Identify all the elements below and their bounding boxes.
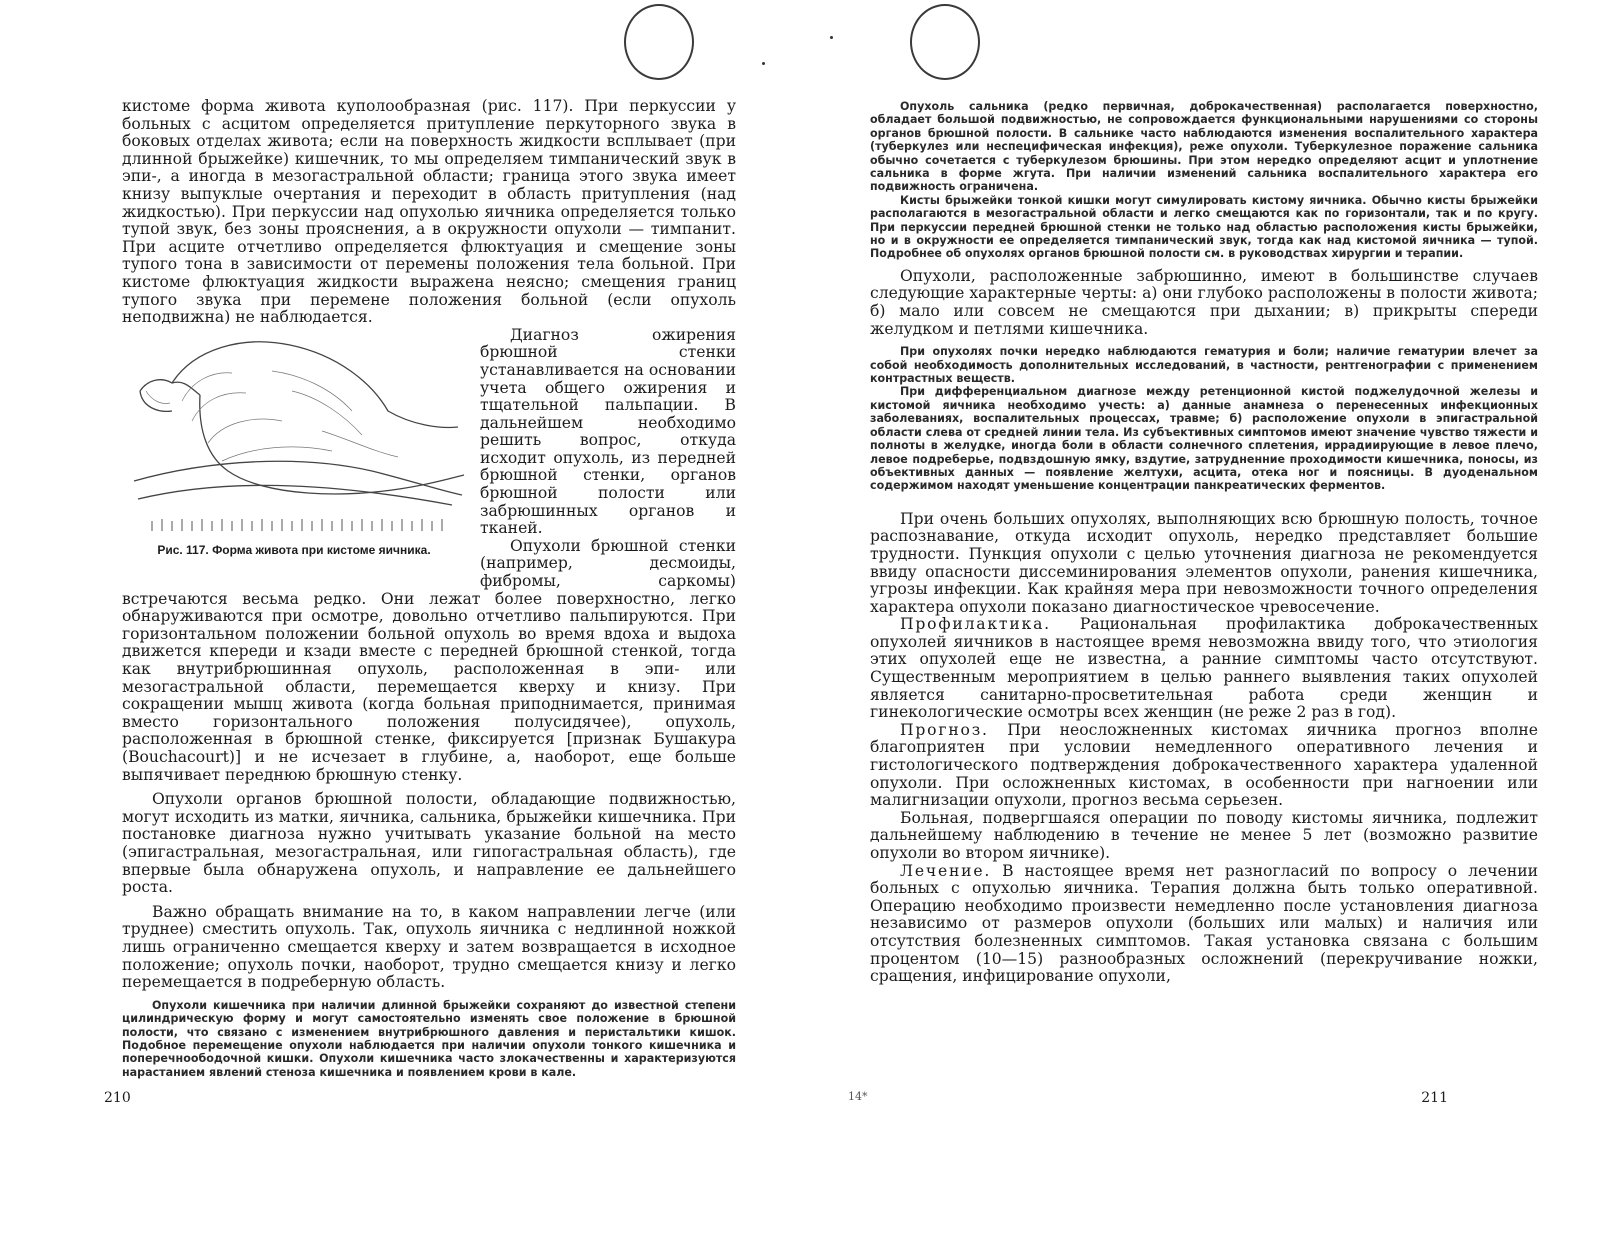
paragraph-treatment [870, 863, 1538, 986]
page-number: 210 [104, 1090, 131, 1106]
paragraph-displacement: Важно обращать внимание на то, в каком направлении легче (или труднее) сместить опухоль. Так, опухоль яичника с недлинной ножкой лишь ограниченно смещается кверху и затем возвращается в исходное положение; опухоль почки, наоборот, трудно смещается книзу и легко перемещается в подреберную область. [122, 902, 736, 992]
abdomen-illustration [122, 331, 466, 541]
note-omentum: Опухоль сальника (редко первичная, доброкачественная) располагается поверхностно, обладает большой подвижностью, не сопровождается функциональными нарушениями со стороны органов брюшной полости. В сальнике часто наблюдаются изменения воспалительного характера (туберкулез или неспецифическая инфекция), реже опухоли. Туберкулезное поражение сальника обычно сочетается с туберкулезом брюшины. При этом нередко определяют асцит и уплотнение сальника в форме жгута. При наличии изменений сальника воспалительного характера его подвижность ограничена. [870, 100, 1538, 194]
note-pancreatic-cyst: При дифференциальном диагнозе между ретенционной кистой поджелудочной железы и кистомой яичника необходимо учесть: а) данные анамнеза о перенесенных инфекционных заболеваниях, воспалительных процессах, травме; б) расположение опухоли в эпигастральной области слева от средней линии тела. Из субъективных симптомов имеют значение чувство тяжести и полноты в желудке, иногда боли в области солнечного сплетения, иррадиирующие в левое плечо, левое подреберье, подвздошную ямку, вздутие, затрудненние проходимости кишечника, поносы, из объективных данных — появление желтухи, асцита, отека ног и поясницы. В дуоденальном содержимом находят уменьшение концентрации панкреатических ферментов. [870, 385, 1538, 493]
note-intestinal-tumors: Опухоли кишечника при наличии длинной брыжейки сохраняют до известной степени цилиндрическую форму и могут самостоятельно изменять свое положение в брюшной полости, что связано с изменением внутрибрюшного давления и перистальтики кишок. Подобное перемещение опухоли наблюдается при наличии опухоли тонкого кишечника и поперечноободочной кишки. Опухоли кишечника часто злокачественны и характеризуются нарастанием явлений стеноза кишечника и появлением крови в кале. [122, 998, 736, 1079]
paragraph-wall-tumors: Опухоли брюшной стенки (например, десмоиды, фибромы, саркомы) встречаются весьма редко. Они лежат более поверхностно, легко обнаруживаются при осмотре, довольно отчетливо пальпируются. При горизонтальном положении больной опухоль во время вдоха и выдоха движется кпереди и кзади вместе с передней брюшной стенкой, тогда как внутрибрюшинная опухоль, расположенная в эпи- или мезогастральной области, перемещается кверху и книзу. При сокращении мышц живота (когда больная приподнимается, принимая вместо горизонтального положения полусидячее), опухоль, расположенная в брюшной стенке, фиксируется [признак Бушакура (Bouchacourt)] и не исчезает в глубине, а, наоборот, еще больше выпячивает переднюю брюшную стенку. [122, 536, 736, 784]
note-mesentery-cysts: Кисты брыжейки тонкой кишки могут симулировать кистому яичника. Обычно кисты брыжейки располагаются в мезогастральной области и легко смещаются как по горизонтали, так и по кругу. При перкуссии передней брюшной стенки не только над областью расположения кисты брыжейки, но и в окружности ее определяется тимпанический звук, тогда как над кистомой яичника — тупой. Подробнее об опухолях органов брюшной полости см. в руководствах хирургии и терапии. [870, 193, 1538, 261]
note-kidney-tumors: При опухолях почки нередко наблюдаются гематурия и боли; наличие гематурии влечет за собой необходимость дополнительных исследований, в частности, рентгенографии с применением контрастных веществ. [870, 345, 1538, 386]
paragraph-mobile-tumors: Опухоли органов брюшной полости, обладающие подвижностью, могут исходить из матки, яичника, сальника, брыжейки кишечника. При постановке диагноза нужно учитывать указание больной на место (эпигастральная, мезогастральная, или гипогастральная область), где впервые была обнаружена опухоль, и направление ее дальнейшего роста. [122, 790, 736, 897]
figure-caption: Рис. 117. Форма живота при кистоме яичника. [157, 542, 431, 557]
punch-hole [624, 4, 694, 80]
page-number: 211 [1421, 1090, 1448, 1106]
paragraph-follow-up: Больная, подвергшаяся операции по поводу кистомы яичника, подлежит дальнейшему наблюдению в течение не менее 5 лет (возможно развитие опухоли во втором яичнике). [870, 808, 1538, 862]
right-page [800, 0, 1600, 1234]
heading-treatment: Лечение. [900, 861, 992, 880]
scan-speck [830, 36, 833, 39]
paragraph-prognosis [870, 722, 1538, 810]
heading-prognosis: Прогноз. [900, 720, 989, 739]
paragraph-retroperitoneal: Опухоли, расположенные забрюшинно, имеют в большинстве случаев следующие характерные черты: а) они глубоко расположены в полости живота; б) мало или совсем не смещаются при дыхании; в) прикрыты спереди желудком и петлями кишечника. [870, 266, 1538, 338]
right-text-column [870, 100, 1538, 986]
prophylaxis-text: Рациональная профилактика доброкачественных опухолей яичников в настоящее время невозможна ввиду того, что этиология этих опухолей еще не известна, а ранние симптомы часто отсутствуют. Существенным мероприятием в целью раннего выявления таких опухолей является санитарно-просветительная работа среди женщин и гинекологические осмотры всех женщин (не реже 2 раз в год). [870, 615, 1538, 722]
scan-speck [762, 62, 765, 65]
paragraph-wall-obesity: Диагноз ожирения брюшной стенки устанавливается на основании учета общего ожирения и тщательной пальпации. В дальнейшем необходимо решить вопрос, откуда исходит опухоль, из передней брюшной стенки, органов брюшной полости или забрюшинных органов и тканей. [480, 325, 736, 538]
paragraph-prophylaxis [870, 616, 1538, 722]
figure-117 [122, 331, 466, 575]
treatment-text: В настоящее время нет разногласий по вопросу о лечении больных с опухолью яичника. Терапия должна быть только оперативной. Операцию необходимо произвести немедленно после установления диагноза независимо от размеров опухоли (больших или малых) и наличия или отсутствия болезненных симптомов. Такая установка связана с большим процентом (10—15) разнообразных осложнений (перекручивание ножки, сращения, инфицирование опухоли, [870, 861, 1538, 986]
signature-mark: 14* [848, 1090, 868, 1103]
prognosis-text: При неосложненных кистомах яичника прогноз вполне благоприятен при условии немедленного оперативного лечения и гистологического подтверждения доброкачественного характера удаленной опухоли. При осложненных кистомах, в особенности при нагноении или малигнизации опухоли, прогноз весьма серьезен. [870, 720, 1538, 810]
heading-prophylaxis: Профилактика. [900, 615, 1051, 634]
paragraph-ascites-percussion: кистоме форма живота куполообразная (рис. 117). При перкуссии у больных с асцитом определяется притупление перкуторного звука в боковых отделах живота; если на поверхность жидкости всплывает (при длинной брыжейке) кишечник, то мы определяем тимпанический звук в эпи-, а иногда в мезогастральной области; граница этого звука имеет книзу выпуклые очертания и переходит в область притупления (над жидкостью). При перкуссии над опухолью яичника определяется только тупой звук, без зоны прояснения, а в окружности опухоли — тимпанит. При асците отчетливо определяется флюктуация и смещение зоны тупого тона в зависимости от перемены положения тела больной. При кистоме флюктуация жидкости выражена неясно; смещения границ тупого звука при перемене положения больной (если опухоль неподвижна) не наблюдается. [122, 97, 736, 327]
punch-hole [910, 4, 980, 80]
paragraph-large-tumors: При очень больших опухолях, выполняющих всю брюшную полость, точное распознавание, откуда исходит опухоль, нередко представляет большие трудности. Пункция опухоли с целью уточнения диагноза не рекомендуется ввиду опасности диссеминирования элементов опухоли, ранения кишечника, угрозы инфекции. Как крайняя мера при невозможности точного определения характера опухоли показано диагностическое чревосечение. [870, 509, 1538, 616]
left-text-column [122, 98, 736, 1079]
